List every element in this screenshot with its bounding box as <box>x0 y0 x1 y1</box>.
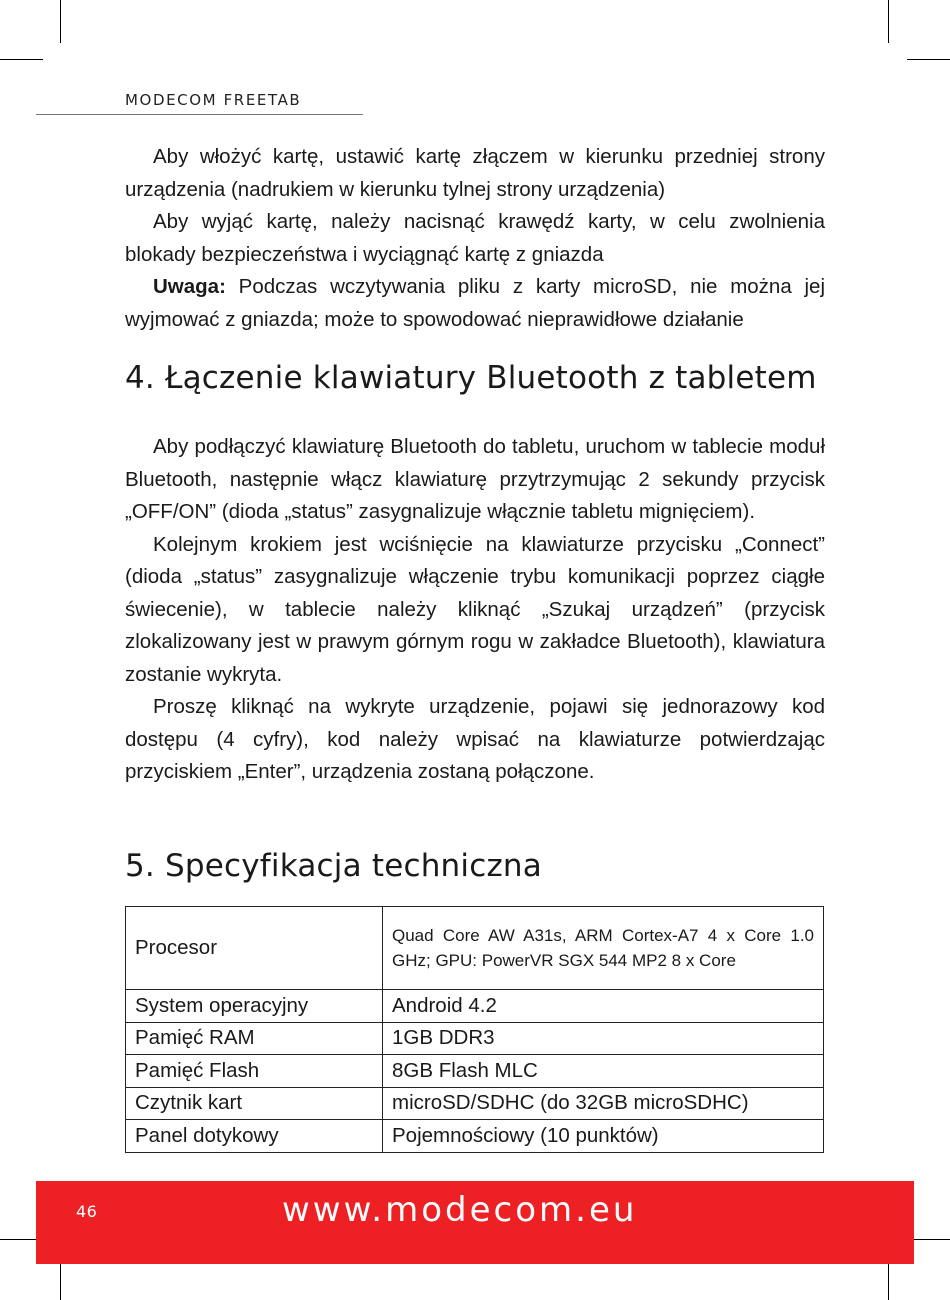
header-divider <box>36 114 363 115</box>
paragraph: Aby wyjąć kartę, należy nacisnąć krawędź karty, w celu zwolnienia blokady bezpieczeństwa i wyciągnąć kartę z gniazda <box>125 210 825 266</box>
spec-value: 8GB Flash MLC <box>383 1055 824 1088</box>
footer-bar <box>36 1181 914 1264</box>
intro-text <box>125 141 825 336</box>
spec-value: Android 4.2 <box>383 990 824 1023</box>
section-heading <box>125 848 542 884</box>
section-title: Łączenie klawiatury Bluetooth z tabletem <box>164 360 817 396</box>
spec-table <box>125 906 824 1153</box>
table-row <box>126 990 824 1023</box>
website-url: www.modecom.eu <box>282 1190 638 1230</box>
note-label: Uwaga: <box>153 275 226 298</box>
spec-label: Procesor <box>126 907 383 990</box>
section-number: 5. <box>125 848 155 884</box>
paragraph <box>125 271 825 336</box>
table-row <box>126 1055 824 1088</box>
page-number: 46 <box>76 1202 98 1221</box>
crop-mark <box>0 59 43 60</box>
spec-value: 1GB DDR3 <box>383 1022 824 1055</box>
crop-mark <box>888 0 889 43</box>
paragraph: Aby podłączyć klawiaturę Bluetooth do tabletu, uruchom w tablecie moduł Bluetooth, następnie włącz klawiaturę przytrzymując 2 sekundy przycisk „OFF/ON” (dioda „status” zasygnalizuje włącznie tabletu mignięciem). <box>125 435 825 523</box>
note-text: Podczas wczytywania pliku z karty microSD, nie można jej wyjmować z gniazda; może to spowodować nieprawidłowe działanie <box>125 275 825 331</box>
section-title: Specyfikacja techniczna <box>164 848 542 884</box>
table-row <box>126 1022 824 1055</box>
section-number: 4. <box>125 360 155 396</box>
spec-label: System operacyjny <box>126 990 383 1023</box>
crop-mark <box>907 59 950 60</box>
spec-value: Pojemnościowy (10 punktów) <box>383 1120 824 1153</box>
paragraph: Aby włożyć kartę, ustawić kartę złączem w kierunku przedniej strony urządzenia (nadrukiem w kierunku tylnej strony urządzenia) <box>125 145 825 201</box>
spec-label: Panel dotykowy <box>126 1120 383 1153</box>
section-body <box>125 431 825 789</box>
section-heading <box>125 360 817 396</box>
crop-mark <box>60 0 61 43</box>
table-row <box>126 907 824 990</box>
paragraph: Proszę kliknąć na wykryte urządzenie, pojawi się jednorazowy kod dostępu (4 cyfry), kod należy wpisać na klawiaturze potwierdzając przyciskiem „Enter”, urządzenia zostaną połączone. <box>125 695 825 783</box>
paragraph: Kolejnym krokiem jest wciśnięcie na klawiaturze przycisku „Connect” (dioda „status” zasygnalizuje włączenie trybu komunikacji poprzez ciągłe świecenie), w tablecie należy kliknąć „Szukaj urządzeń” (przycisk zlokalizowany jest w prawym górnym rogu w zakładce Bluetooth), klawiatura zostanie wykryta. <box>125 532 825 686</box>
table-row <box>126 1120 824 1153</box>
spec-value: Quad Core AW A31s, ARM Cortex-A7 4 x Core 1.0 GHz; GPU: PowerVR SGX 544 MP2 8 x Core <box>383 907 824 990</box>
table-row <box>126 1087 824 1120</box>
spec-label: Pamięć Flash <box>126 1055 383 1088</box>
spec-label: Czytnik kart <box>126 1087 383 1120</box>
spec-label: Pamięć RAM <box>126 1022 383 1055</box>
running-header: MODECOM FREETAB <box>125 91 302 109</box>
spec-value: microSD/SDHC (do 32GB microSDHC) <box>383 1087 824 1120</box>
